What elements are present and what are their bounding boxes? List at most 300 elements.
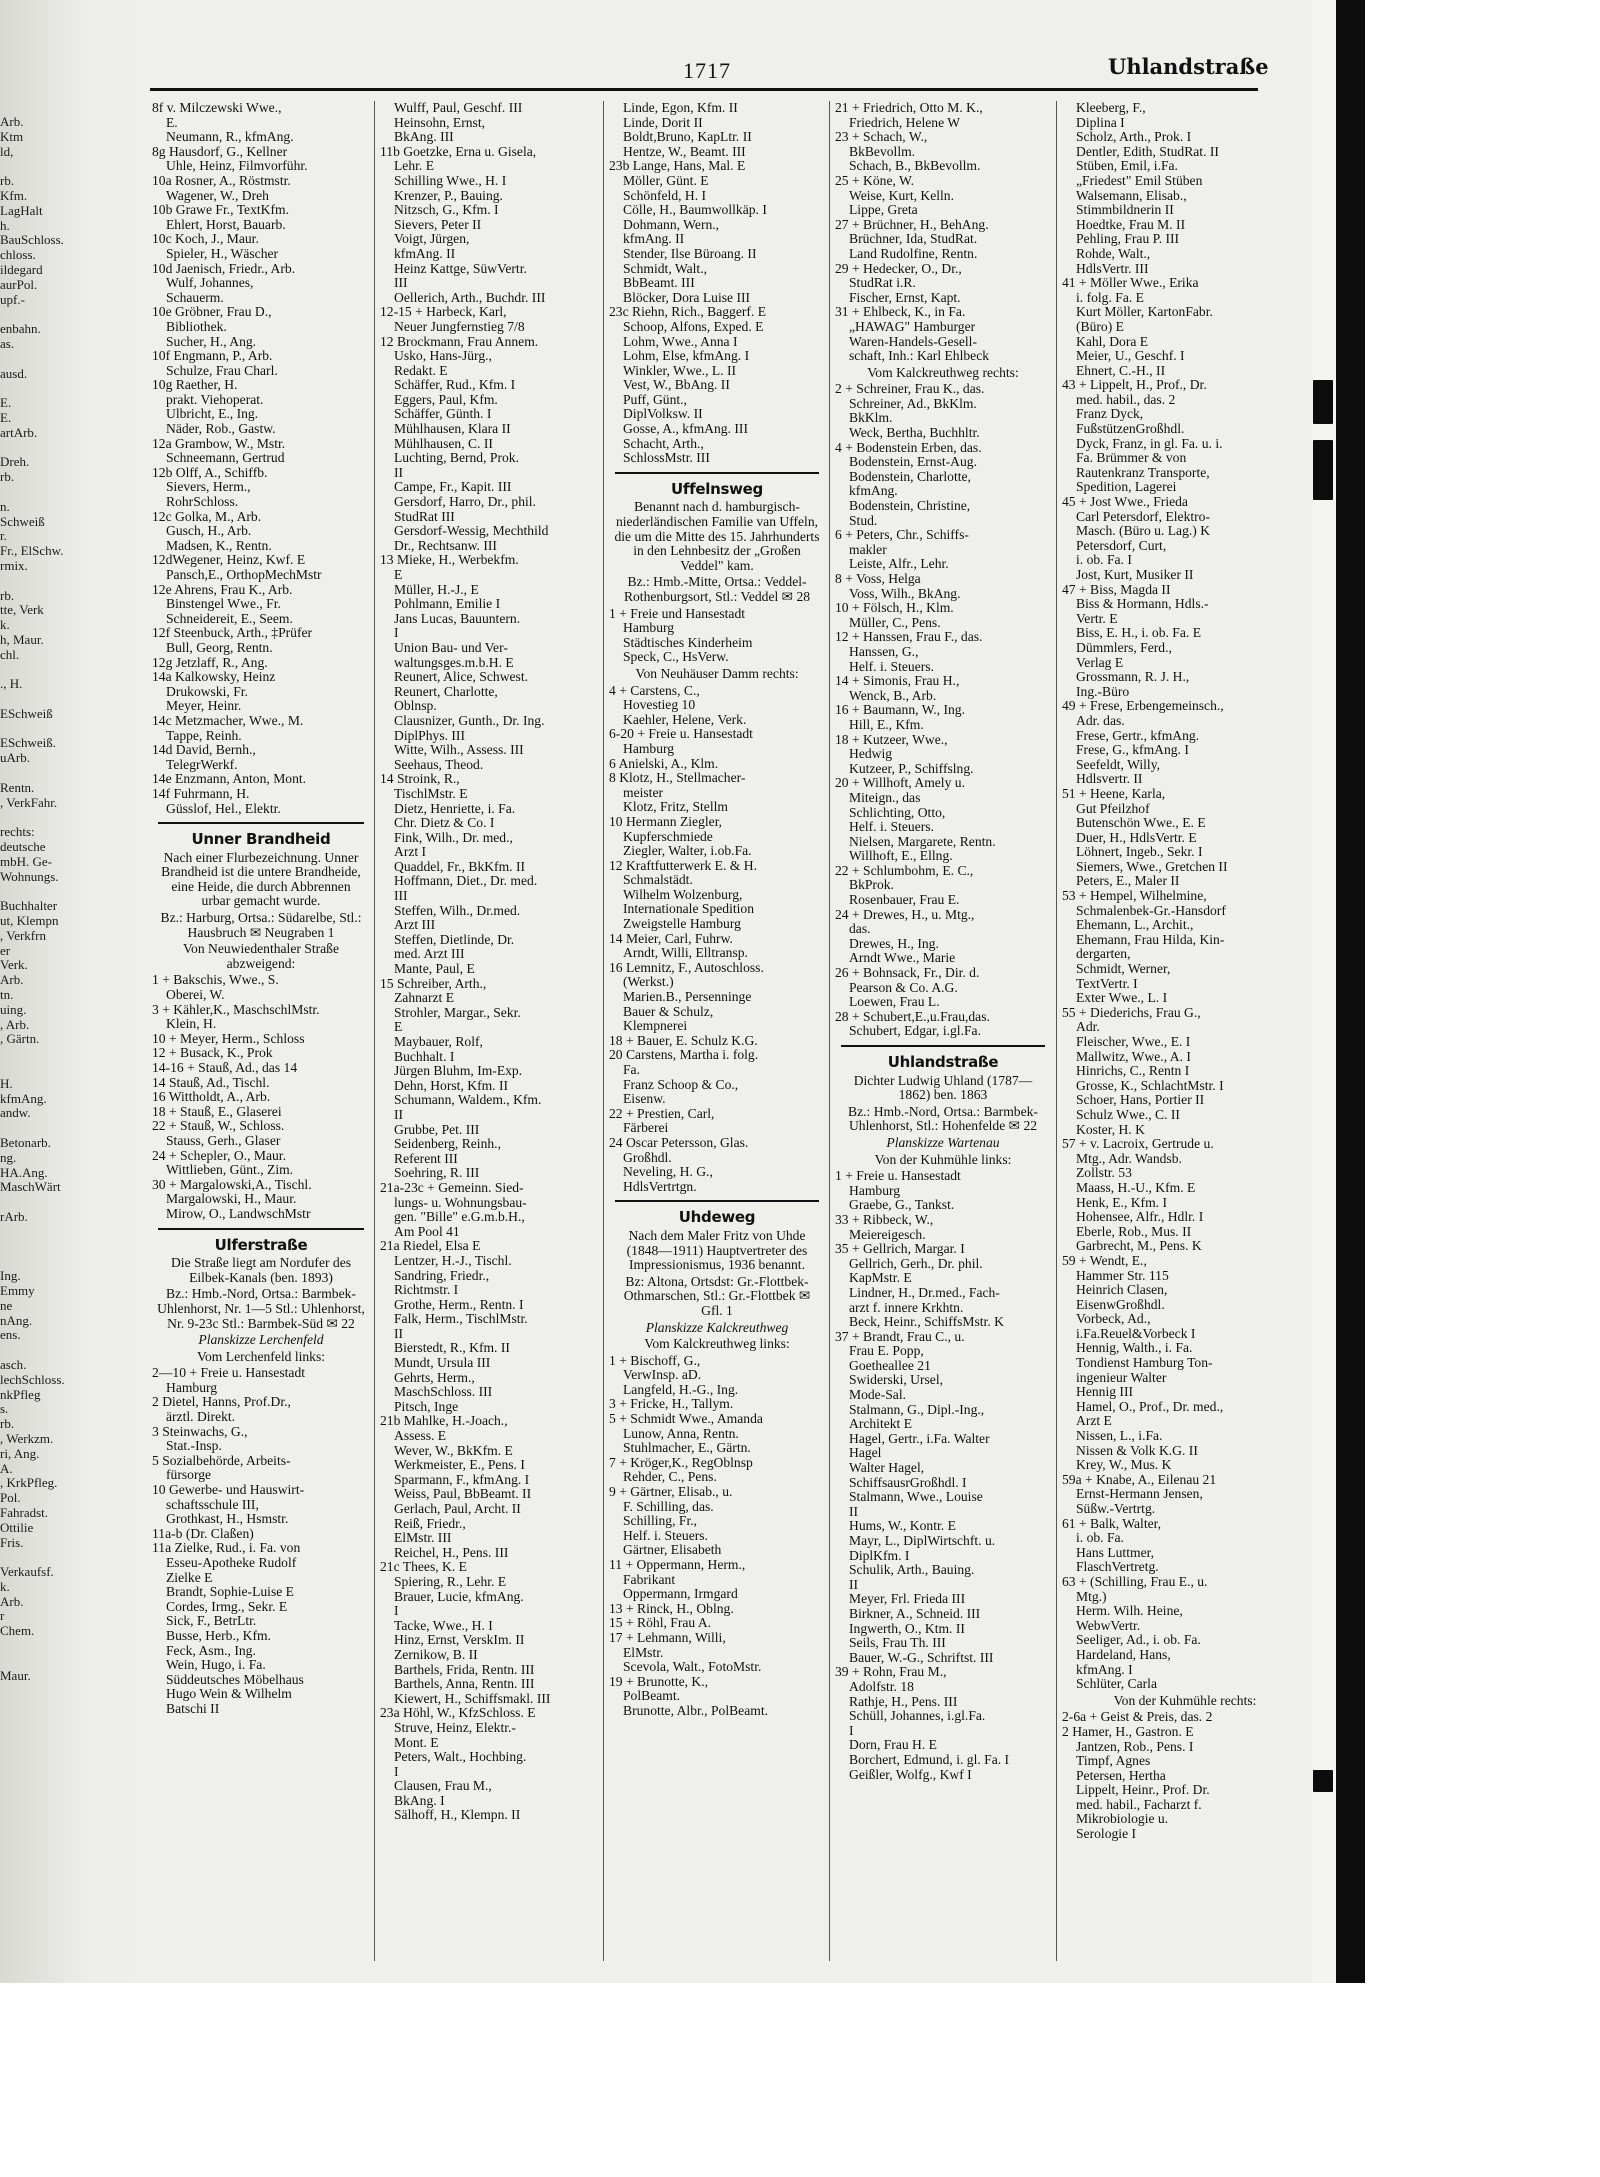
directory-entry: 31 + Ehlbeck, K., in Fa. (835, 304, 966, 320)
directory-entry: PolBeamt. (623, 1688, 681, 1704)
directory-entry: 21b Mahlke, H.-Joach., (380, 1413, 508, 1429)
directory-entry: TischlMstr. E (394, 785, 468, 801)
directory-entry: 4 + Carstens, C., (609, 682, 700, 698)
directory-entry: Internationale Spedition (623, 901, 754, 917)
directory-entry: Waren-Handels-Gesell- (849, 333, 977, 349)
directory-entry: Pearson & Co. A.G. (849, 979, 958, 995)
directory-entry: VerwInsp. aD. (623, 1367, 702, 1383)
directory-entry: Referent III (394, 1150, 458, 1166)
left-fragment-line (0, 1225, 108, 1240)
edge-mark (1313, 440, 1333, 500)
left-fragment-line (0, 810, 108, 825)
directory-entry: Falk, Herm., TischlMstr. (394, 1311, 528, 1327)
left-fragment-line: Fr., ElSchw. (0, 543, 64, 559)
directory-entry: Seefeldt, Willy, (1076, 756, 1161, 772)
directory-entry: Dorn, Frau H. E (849, 1737, 937, 1753)
left-fragment-line: rb. (0, 1416, 15, 1432)
directory-entry: Cölle, H., Baumwollkäp. I (623, 202, 767, 218)
directory-entry: Herm. Wilh. Heine, (1076, 1603, 1183, 1619)
directory-entry: Wilhelm Wolzenburg, (623, 886, 743, 902)
left-fragment-line: Kfm. (0, 187, 28, 203)
directory-column-1 (152, 101, 370, 1971)
directory-entry: Willhoft, E., Ellng. (849, 848, 953, 864)
directory-entry: Sucher, H., Ang. (166, 333, 257, 349)
directory-entry: 10b Grawe Fr., TextKfm. (152, 202, 289, 218)
directory-entry: I (394, 1603, 399, 1619)
directory-entry: 14 Meier, Carl, Fuhrw. (609, 930, 733, 946)
directory-entry: 22 + Schlumbohm, E. C., (835, 862, 974, 878)
directory-entry: 2 + Schreiner, Frau K., das. (835, 381, 985, 397)
directory-entry: Wenck, B., Arb. (849, 687, 937, 703)
directory-entry: Mtg.) (1076, 1588, 1107, 1604)
directory-entry: Dentler, Edith, StudRat. II (1076, 143, 1219, 159)
directory-entry: 3 + Fricke, H., Tallym. (609, 1396, 734, 1412)
left-fragment-line: Betonarb. (0, 1134, 51, 1150)
directory-entry: Esseu-Apotheke Rudolf (166, 1555, 297, 1570)
directory-entry: 13 + Rinck, H., Oblng. (609, 1600, 734, 1616)
directory-entry: Hoedtke, Frau M. II (1076, 216, 1186, 232)
directory-entry: Seidenberg, Reinh., (394, 1136, 501, 1152)
directory-entry: Biss & Hormann, Hdls.- (1076, 596, 1209, 612)
directory-entry: Süßw.-Vertrtg. (1076, 1501, 1156, 1516)
directory-entry: Müller, H.-J., E (394, 581, 479, 597)
directory-entry: Sievers, Herm., (166, 479, 251, 495)
directory-entry: Miteign., das (849, 789, 921, 805)
left-fragment-line: ESchweiß (0, 705, 53, 721)
directory-entry: 35 + Gellrich, Margar. I (835, 1241, 965, 1257)
street-section-title: Ulferstraße (214, 1235, 308, 1254)
directory-entry: med. habil., Facharzt f. (1076, 1796, 1202, 1812)
left-fragment-line: ausd. (0, 365, 28, 381)
left-fragment-line: ildegard (0, 261, 43, 277)
directory-entry: 23b Lange, Hans, Mal. E (609, 158, 746, 174)
street-note: Von Neuwiedenthaler Straße abzweigend: (182, 941, 340, 971)
directory-entry: 30 + Margalowski,A., Tischl. (152, 1176, 312, 1192)
directory-entry: Brandt, Sophie-Luise E (166, 1584, 294, 1600)
directory-entry: Rautenkranz Transporte, (1076, 464, 1210, 480)
left-fragment-line: nkPfleg (0, 1386, 41, 1402)
directory-entry: Margalowski, H., Maur. (166, 1191, 297, 1207)
left-fragment-line: Arb. (0, 1593, 24, 1609)
directory-entry: Schmalenbek-Gr.-Hansdorf (1076, 902, 1226, 918)
left-fragment-line: k. (0, 1578, 10, 1594)
directory-entry: 37 + Brandt, Frau C., u. (835, 1328, 965, 1344)
header-rule (150, 88, 1258, 91)
street-note: Bz.: Hmb.-Nord, Ortsa.: Barmbek-Uhlenhorst, Stl.: Hohenfelde ✉ 22 (848, 1103, 1038, 1134)
directory-entry: Färberei (623, 1120, 669, 1136)
directory-entry: 8 Klotz, H., Stellmacher- (609, 770, 746, 786)
directory-entry: 12a Grambow, W., Mstr. (152, 435, 286, 451)
directory-entry: Gehrts, Herm., (394, 1369, 475, 1385)
directory-entry: Hdlsvertr. II (1076, 771, 1143, 787)
directory-entry: Hans Luttmer, (1076, 1544, 1154, 1560)
directory-entry: 10a Rosner, A., Röstmstr. (152, 172, 291, 188)
directory-entry: Struve, Heinz, Elektr.- (394, 1719, 516, 1735)
directory-entry: Geißler, Wolfg., Kwf I (849, 1766, 972, 1782)
directory-entry: Arndt, Willi, Elltransp. (623, 945, 748, 961)
left-fragment-line: Pol. (0, 1490, 21, 1506)
directory-entry: 14c Metzmacher, Wwe., M. (152, 712, 304, 728)
directory-entry: ElMstr. III (394, 1530, 452, 1546)
left-fragment-line: Rentn. (0, 779, 35, 795)
directory-entry: Adolfstr. 18 (849, 1678, 914, 1694)
directory-entry: kfmAng. I (1076, 1661, 1133, 1677)
directory-entry: Petersdorf, Curt, (1076, 537, 1167, 553)
directory-entry: Mikrobiologie u. (1076, 1811, 1169, 1827)
directory-entry: Exter Wwe., L. I (1076, 990, 1168, 1006)
directory-entry: Müller, C., Pens. (849, 614, 941, 630)
directory-entry: Batschi II (166, 1700, 220, 1716)
left-fragment-line: nAng. (0, 1312, 33, 1328)
directory-entry: 8 + Voss, Helga (835, 571, 921, 586)
directory-column-3 (609, 101, 825, 1971)
directory-entry: Maass, H.-U., Kfm. E (1076, 1179, 1196, 1195)
directory-entry: Tondienst Hamburg Ton- (1076, 1355, 1213, 1371)
left-fragment-line: chl. (0, 646, 20, 662)
directory-entry: fürsorge (166, 1467, 212, 1483)
directory-entry: Boldt,Bruno, KapLtr. II (623, 129, 752, 145)
directory-entry: Scholz, Arth., Prok. I (1076, 129, 1192, 145)
directory-entry: Zweigstelle Hamburg (623, 916, 741, 932)
directory-entry: Bodenstein, Christine, (849, 498, 971, 514)
directory-entry: Stauss, Gerh., Glaser (166, 1132, 281, 1148)
directory-entry: 6-20 + Freie u. Hansestadt (609, 726, 753, 742)
directory-entry: Lunow, Anna, Rentn. (623, 1425, 739, 1441)
left-fragment-line (0, 766, 108, 781)
left-fragment-line: Verk. (0, 957, 28, 973)
left-fragment-line: artArb. (0, 424, 38, 440)
left-fragment-line: Chem. (0, 1623, 35, 1639)
directory-entry: 1 + Bischoff, G., (609, 1352, 701, 1368)
directory-entry: Loewen, Frau L. (849, 994, 940, 1010)
directory-entry: Langfeld, H.-G., Ing. (623, 1381, 739, 1397)
left-fragment-line: Schweiß (0, 513, 45, 529)
directory-entry: 57 + v. Lacroix, Gertrude u. (1062, 1136, 1214, 1152)
directory-entry: Franz Schoop & Co., (623, 1076, 739, 1092)
directory-entry: 3 + Kähler,K., MaschschlMstr. (152, 1001, 320, 1017)
left-fragment-line (0, 692, 108, 707)
left-fragment-line: upf.- (0, 291, 25, 307)
directory-entry: Sparmann, F., kfmAng. I (394, 1471, 530, 1487)
directory-entry: ElMstr. (623, 1644, 664, 1660)
directory-entry: Adr. das. (1076, 712, 1125, 728)
directory-entry: Krenzer, P., Bauing. (394, 187, 503, 203)
directory-entry: Lentzer, H.-J., Tischl. (394, 1252, 512, 1268)
directory-entry: Näder, Rob., Gastw. (166, 421, 276, 437)
directory-entry: Schulik, Arth., Bauing. (849, 1562, 975, 1578)
next-page-edge (1312, 0, 1336, 1983)
directory-entry: BkAng. I (394, 1792, 445, 1808)
directory-entry: Hums, W., Kontr. E (849, 1518, 956, 1534)
directory-entry: Nitzsch, G., Kfm. I (394, 202, 499, 218)
directory-entry: Jans Lucas, Bauuntern. (394, 610, 521, 626)
directory-entry: Meiereigesch. (849, 1226, 926, 1242)
directory-entry: 21 + Friedrich, Otto M. K., (835, 101, 983, 115)
column-divider (1056, 101, 1057, 1961)
directory-entry: 6 Anielski, A., Klm. (609, 755, 719, 771)
directory-entry: Schüll, Johannes, i.gl.Fa. (849, 1708, 986, 1724)
directory-entry: Reichel, H., Pens. III (394, 1544, 509, 1560)
left-fragment-line: s. (0, 1401, 9, 1417)
directory-entry: 27 + Brüchner, H., BehAng. (835, 216, 989, 232)
directory-entry: Schlichting, Otto, (849, 804, 946, 820)
directory-entry: Schulze, Frau Charl. (166, 362, 278, 378)
directory-entry: WebwVertr. (1076, 1617, 1141, 1633)
left-fragment-line (0, 1121, 108, 1136)
directory-entry: Mtg., Adr. Wandsb. (1076, 1150, 1182, 1166)
directory-entry: Oblnsp. (394, 698, 437, 714)
directory-entry: 5 Sozialbehörde, Arbeits- (152, 1452, 291, 1468)
directory-entry: 21c Thees, K. E (380, 1559, 467, 1575)
left-fragment-line (0, 722, 108, 737)
directory-entry: Süddeutsches Möbelhaus (166, 1671, 304, 1687)
directory-entry: Mayr, L., DiplWirtschft. u. (849, 1533, 996, 1548)
directory-entry: Clausnizer, Gunth., Dr. Ing. (394, 712, 545, 728)
directory-entry: Pitsch, Inge (394, 1398, 459, 1414)
directory-entry: Mode-Sal. (849, 1387, 907, 1403)
directory-entry: Heinsohn, Ernst, (394, 114, 485, 130)
left-fragment-line: , KrkPfleg. (0, 1475, 58, 1491)
directory-entry: Rohde, Walt., (1076, 245, 1151, 261)
directory-entry: Eggers, Paul, Kfm. (394, 391, 498, 407)
directory-entry: 12dWegener, Heinz, Kwf. E (152, 552, 306, 568)
directory-entry: FußstützenGroßhdl. (1076, 421, 1185, 437)
directory-entry: DiplKfm. I (849, 1547, 910, 1563)
left-fragment-line: , Arb. (0, 1016, 30, 1032)
street-note: Bz.: Hmb.-Nord, Ortsa.: Barmbek-Uhlenhorst, Nr. 1—5 Stl.: Uhlenhorst, Nr. 9-23c Stl.: Barmbek-Süd ✉ 22 (157, 1286, 365, 1331)
directory-entry: Jürgen Bluhm, Im-Exp. (394, 1063, 523, 1079)
directory-entry: Linde, Egon, Kfm. II (623, 101, 738, 115)
directory-entry: Voigt, Jürgen, (394, 231, 470, 247)
directory-entry: Krey, W., Mus. K (1076, 1457, 1172, 1473)
directory-entry: Lohm, Wwe., Anna I (623, 333, 738, 349)
directory-entry: Lippelt, Heinr., Prof. Dr. (1076, 1782, 1210, 1798)
directory-entry: Jantzen, Rob., Pens. I (1076, 1738, 1194, 1754)
directory-entry: 23a Höhl, W., KfzSchloss. E (380, 1705, 536, 1721)
directory-entry: Vest, W., BbAng. II (623, 377, 730, 393)
street-note: Bz.: Harburg, Ortsa.: Südarelbe, Stl.: Hausbruch ✉ Neugraben 1 (160, 910, 362, 940)
directory-entry: 16 Wittholdt, A., Arb. (152, 1089, 271, 1105)
directory-entry: 2 Dietel, Hanns, Prof.Dr., (152, 1394, 291, 1410)
directory-entry: III (394, 888, 408, 904)
directory-entry: 10 Hermann Ziegler, (609, 813, 723, 829)
directory-entry: Linde, Dorit II (623, 114, 703, 130)
directory-entry: Bierstedt, R., Kfm. II (394, 1340, 510, 1356)
directory-entry: III (394, 275, 408, 291)
directory-entry: Steffen, Wilh., Dr.med. (394, 902, 521, 918)
directory-entry: Kaehler, Helene, Verk. (623, 711, 747, 727)
directory-entry: Schach, B., BkBevollm. (849, 158, 981, 174)
directory-entry: Wever, W., BkKfm. E (394, 1442, 513, 1458)
directory-entry: Nissen & Volk K.G. II (1076, 1442, 1198, 1458)
directory-entry: Marien.B., Persenninge (623, 989, 752, 1005)
directory-entry: dergarten, (1076, 946, 1131, 962)
section-rule (615, 472, 819, 474)
directory-entry: Kahl, Dora E (1076, 333, 1149, 349)
directory-entry: Schönfeld, H. I (623, 187, 707, 203)
left-fragment-line: tte, Verk (0, 602, 44, 618)
directory-entry: Uhle, Heinz, Filmvorführ. (166, 158, 308, 174)
directory-entry: 61 + Balk, Walter, (1062, 1515, 1162, 1531)
directory-entry: med. habil., das. 2 (1076, 391, 1176, 407)
directory-entry: (Werkst.) (623, 974, 674, 990)
directory-entry: 59 + Wendt, E., (1062, 1252, 1147, 1268)
directory-entry: DiplVolksw. II (623, 406, 703, 422)
directory-entry: Hugo Wein & Wilhelm (166, 1686, 292, 1702)
directory-entry: 10g Raether, H. (152, 377, 238, 393)
directory-entry: Bibliothek. (166, 318, 227, 334)
directory-entry: Timpf, Agnes (1076, 1753, 1151, 1769)
directory-entry: 12g Jetzlaff, R., Ang. (152, 654, 268, 670)
left-fragment-line: r (0, 1608, 5, 1624)
left-fragment-line: Arb. (0, 972, 24, 988)
directory-entry: FlaschVertretg. (1076, 1559, 1159, 1575)
directory-entry: Leiste, Alfr., Lehr. (849, 556, 949, 572)
directory-entry: Pansch,E., OrthopMechMstr (166, 567, 322, 582)
directory-entry: Schulz Wwe., C. II (1076, 1106, 1180, 1122)
left-fragment-line: , VerkFahr. (0, 794, 58, 810)
street-note: Nach einer Flurbezeichnung. Unner Brandheid ist die untere Brandheide, eine Heide, die durch Abbrennen urbar gemacht wurde. (161, 849, 361, 909)
directory-entry: Heinz Kattge, SüwVertr. (394, 260, 527, 276)
left-fragment-line: mbH. Ge- (0, 853, 52, 869)
directory-entry: Stalmann, G., Dipl.-Ing., (849, 1401, 985, 1417)
directory-entry: med. Arzt III (394, 946, 465, 962)
directory-entry: 10e Gröbner, Frau D., (152, 304, 272, 320)
directory-entry: Buchhalt. I (394, 1048, 455, 1064)
left-fragment-line: k. (0, 617, 10, 633)
directory-entry: Diplina I (1076, 114, 1125, 130)
directory-entry: 18 + Stauß, E., Glaserei (152, 1103, 282, 1119)
directory-entry: 1 + Freie und Hansestadt (609, 605, 746, 621)
directory-entry: gen. "Bille" e.G.m.b.H., (394, 1209, 525, 1225)
directory-entry: i. folg. Fa. E (1076, 289, 1144, 305)
plan-sketch-label: Planskizze Wartenau (886, 1134, 1000, 1150)
directory-entry: Gersdorf-Wessig, Mechthild (394, 523, 549, 539)
directory-entry: Meyer, Heinr. (166, 698, 242, 714)
directory-entry: Gosse, A., kfmAng. III (623, 421, 748, 437)
directory-entry: 24 Oscar Petersson, Glas. (609, 1134, 749, 1150)
directory-entry: Schilling, Fr., (623, 1513, 698, 1529)
directory-entry: HdlsVertrtgn. (623, 1178, 697, 1194)
directory-entry: 12c Golka, M., Arb. (152, 508, 262, 524)
directory-entry: Oppermann, Irmgard (623, 1586, 738, 1602)
directory-entry: Koster, H. K (1076, 1121, 1145, 1137)
directory-entry: Wein, Hugo, i. Fa. (166, 1657, 266, 1673)
street-section-title: Uhlandstraße (887, 1053, 999, 1071)
directory-entry: Wulff, Paul, Geschf. III (394, 101, 523, 115)
directory-entry: Kiewert, H., Schiffsmakl. III (394, 1690, 551, 1706)
left-fragment-line (0, 441, 108, 456)
directory-entry: 14d David, Bernh., (152, 742, 256, 758)
directory-entry: i. ob. Fa. I (1076, 552, 1132, 568)
directory-entry: Lindner, H., Dr.med., Fach- (849, 1284, 1000, 1300)
directory-entry: Peters, Walt., Hochbing. (394, 1749, 527, 1765)
directory-entry: Ulbricht, E., Ing. (166, 406, 259, 422)
left-fragment-line (0, 1254, 108, 1269)
directory-entry: Dyck, Franz, in gl. Fa. u. i. (1076, 435, 1223, 451)
directory-entry: Stüben, Emil, i.Fa. (1076, 158, 1178, 174)
directory-entry: 21a Riedel, Elsa E (380, 1238, 481, 1254)
directory-entry: Weiss, Paul, BbBeamt. II (394, 1486, 532, 1502)
directory-entry: Brauer, Lucie, kfmAng. (394, 1588, 524, 1604)
directory-entry: kfmAng. II (623, 231, 685, 247)
directory-entry: Zielke E (166, 1569, 213, 1585)
directory-entry: Bodenstein, Ernst-Aug. (849, 454, 977, 470)
left-fragment-line (0, 307, 108, 322)
directory-entry: 15 + Röhl, Frau A. (609, 1615, 712, 1631)
left-fragment-line: Buchhalter (0, 898, 58, 914)
section-rule (158, 822, 364, 824)
directory-entry: 15 Schreiber, Arth., (380, 975, 487, 991)
street-note: Vom Kalckreuthweg links: (644, 1336, 790, 1352)
left-fragment-line: uArb. (0, 750, 30, 766)
left-fragment-line: ESchweiß. (0, 735, 56, 751)
left-fragment-line: enbahn. (0, 321, 41, 337)
directory-entry: E. (166, 114, 178, 130)
directory-entry: Sandring, Friedr., (394, 1267, 490, 1283)
left-fragment-line: Ktm (0, 128, 24, 144)
directory-entry: Schacht, Arth., (623, 435, 704, 451)
directory-entry: Mallwitz, Wwe., A. I (1076, 1048, 1191, 1064)
directory-entry: Hinz, Ernst, VerskIm. II (394, 1632, 525, 1648)
directory-entry: Fischer, Ernst, Kapt. (849, 289, 961, 305)
directory-entry: 23 + Schach, W., (835, 129, 928, 145)
directory-entry: Blöcker, Dora Luise III (623, 289, 751, 305)
directory-entry: Hagel (849, 1445, 882, 1461)
directory-entry: Madsen, K., Rentn. (166, 537, 272, 553)
directory-entry: Grothe, Herm., Rentn. I (394, 1296, 524, 1312)
directory-entry: Speck, C., HsVerw. (623, 649, 729, 665)
plan-sketch-label: Planskizze Lerchenfeld (198, 1332, 324, 1348)
directory-entry: Chr. Dietz & Co. I (394, 815, 495, 831)
directory-entry: 12 + Busack, K., Prok (152, 1045, 273, 1061)
directory-entry: Mirow, O., LandwschMstr (166, 1205, 311, 1221)
directory-entry: Kutzeer, P., Schiffslng. (849, 760, 974, 776)
directory-entry: Klotz, Fritz, Stellm (623, 799, 728, 815)
directory-entry: Ingwerth, O., Ktm. II (849, 1620, 965, 1636)
directory-entry: Schmidt, Walt., (623, 260, 707, 276)
street-note: Von der Kuhmühle links: (874, 1151, 1012, 1167)
directory-entry: „HAWAG" Hamburger (849, 318, 976, 334)
directory-entry: II (394, 1325, 404, 1341)
directory-entry: Beck, Heinr., SchiffsMstr. K (849, 1314, 1004, 1330)
street-note: Von der Kuhmühle rechts: (1113, 1692, 1257, 1708)
directory-entry: Gusch, H., Arb. (166, 523, 252, 539)
left-fragment-line: E. (0, 395, 12, 411)
directory-entry: das. (849, 921, 871, 937)
street-note: Bz.: Hmb.-Mitte, Ortsa.: Veddel-Rothenburgsort, Stl.: Veddel ✉ 28 (623, 574, 811, 604)
directory-entry: HdlsVertr. III (1076, 260, 1149, 276)
directory-entry: 17 + Lehmann, Willi, (609, 1629, 726, 1645)
directory-entry: E (394, 567, 403, 582)
directory-entry: Löhnert, Ingeb., Sekr. I (1076, 844, 1203, 860)
directory-entry: Bauer, W.-G., Schriftst. III (849, 1649, 994, 1665)
directory-entry: SchlossMstr. III (623, 450, 710, 466)
directory-entry: 16 + Baumann, W., Ing. (835, 702, 966, 718)
directory-entry: II (394, 1106, 404, 1122)
directory-entry: Birkner, A., Schneid. III (849, 1605, 981, 1621)
left-fragment-line: rb. (0, 587, 15, 603)
directory-entry: ärztl. Direkt. (166, 1409, 236, 1425)
left-fragment-line: Verkaufsf. (0, 1564, 54, 1580)
directory-entry: Witte, Wilh., Assess. III (394, 742, 524, 758)
directory-entry: Zollstr. 53 (1076, 1165, 1132, 1181)
left-fragment-line: tn. (0, 987, 14, 1003)
left-fragment-line: HA.Ang. (0, 1164, 48, 1180)
directory-entry: Feck, Asm., Ing. (166, 1642, 256, 1658)
directory-entry: Nissen, L., i.Fa. (1076, 1428, 1163, 1444)
directory-entry: Mühlhausen, Klara II (394, 421, 511, 437)
